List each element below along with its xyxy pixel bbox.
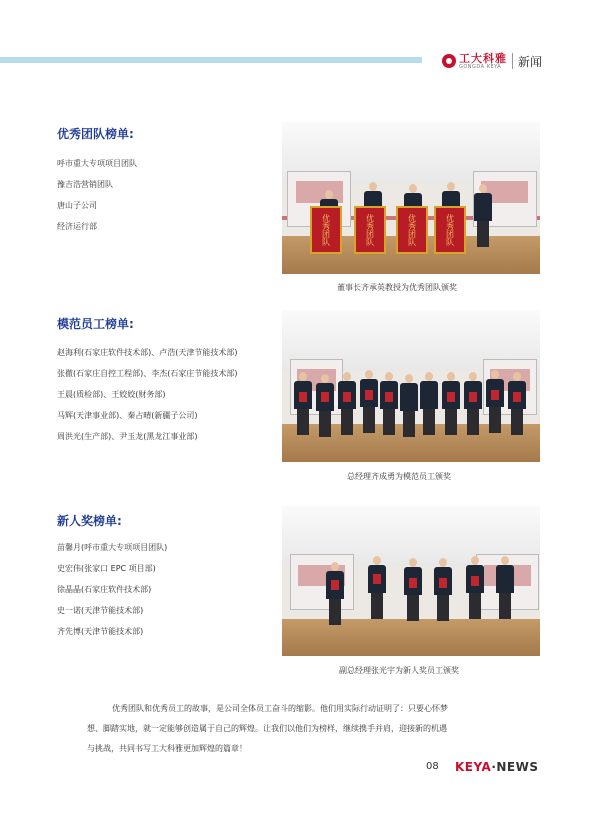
teams-award-photo — [282, 122, 540, 274]
brand-news: ·NEWS — [491, 760, 539, 774]
list-item: 徐晶晶(石家庄软件技术部) — [57, 585, 152, 594]
certificate — [513, 392, 521, 402]
list-item: 齐先博(天津节能技术部) — [57, 627, 144, 636]
header-bar — [0, 57, 422, 63]
certificate — [409, 578, 417, 588]
certificate — [447, 392, 455, 402]
models-award-photo — [282, 310, 540, 462]
paragraph-line: 优秀团队和优秀员工的故事，是公司全体员工奋斗的缩影。他们用实际行动证明了：只要心怀梦 — [112, 704, 448, 713]
teams-list — [57, 157, 137, 241]
newcomers-title: 新人奖榜单: — [57, 514, 122, 528]
certificate — [343, 392, 351, 402]
section-label: 新闻 — [518, 54, 543, 69]
list-item: 史宏伟(张家口 EPC 项目部) — [57, 564, 156, 573]
list-item: 周洪光(生产部)、尹玉龙(黑龙江事业部) — [57, 432, 198, 441]
page-number: 08 — [426, 761, 439, 772]
projection-screen — [290, 554, 354, 610]
models-title: 模范员工榜单: — [57, 317, 134, 331]
certificate — [373, 574, 381, 584]
logo-english-name: GONGDA KEYA — [459, 63, 502, 70]
award-banner: 优秀团队 — [434, 206, 466, 254]
certificate — [331, 580, 339, 590]
list-item: 呼市重大专项项目团队 — [57, 159, 137, 168]
models-list — [57, 346, 237, 451]
models-photo-caption: 总经理齐成勇为模范员工颁奖 — [347, 472, 451, 481]
closing-paragraph — [87, 699, 542, 759]
award-banner: 优秀团队 — [354, 206, 386, 254]
teams-photo-caption: 董事长齐承英教授为优秀团队颁奖 — [337, 283, 457, 292]
certificate — [469, 392, 477, 402]
newcomers-photo-caption: 副总经理张光宇为新人奖员工颁奖 — [339, 666, 459, 675]
brand-keya: KEYA — [455, 760, 492, 774]
certificate — [365, 390, 373, 400]
certificate — [439, 578, 447, 588]
list-item: 赵海利(石家庄软件技术部)、卢浩(天津节能技术部) — [57, 348, 238, 357]
header-logo — [442, 52, 542, 70]
certificate — [491, 390, 499, 400]
list-item: 史一诺(天津节能技术部) — [57, 606, 144, 615]
list-item: 苗馨月(呼市重大专项项目团队) — [57, 543, 168, 552]
list-item: 王晨(质检部)、王姣姣(财务部) — [57, 390, 166, 399]
list-item: 经济运行部 — [57, 222, 97, 231]
award-banner: 优秀团队 — [310, 206, 342, 254]
list-item: 豫吉浩营销团队 — [57, 180, 113, 189]
newcomers-award-photo — [282, 506, 540, 656]
keya-logo-icon — [442, 54, 456, 68]
footer-brand — [455, 760, 539, 774]
logo-divider — [512, 53, 513, 69]
logo-chinese-name: 工大科雅 — [459, 51, 507, 65]
list-item: 唐山子公司 — [57, 201, 97, 210]
newcomers-list — [57, 541, 167, 646]
paragraph-line: 与挑战，共同书写工大科雅更加辉煌的篇章！ — [87, 744, 247, 753]
paragraph-line: 想、脚踏实地，就一定能够创造属于自己的辉煌。让我们以他们为榜样，继续携手并肩，迎接新的机遇 — [87, 724, 447, 733]
list-item: 张徹(石家庄自控工程部)、李杰(石家庄节能技术部) — [57, 369, 238, 378]
certificate — [321, 392, 329, 402]
certificate — [299, 392, 307, 402]
teams-title: 优秀团队榜单: — [57, 127, 134, 141]
list-item: 马辉(天津事业部)、秦占晴(新疆子公司) — [57, 411, 198, 420]
award-banner: 优秀团队 — [396, 206, 428, 254]
certificate — [385, 392, 393, 402]
certificate — [471, 576, 479, 586]
